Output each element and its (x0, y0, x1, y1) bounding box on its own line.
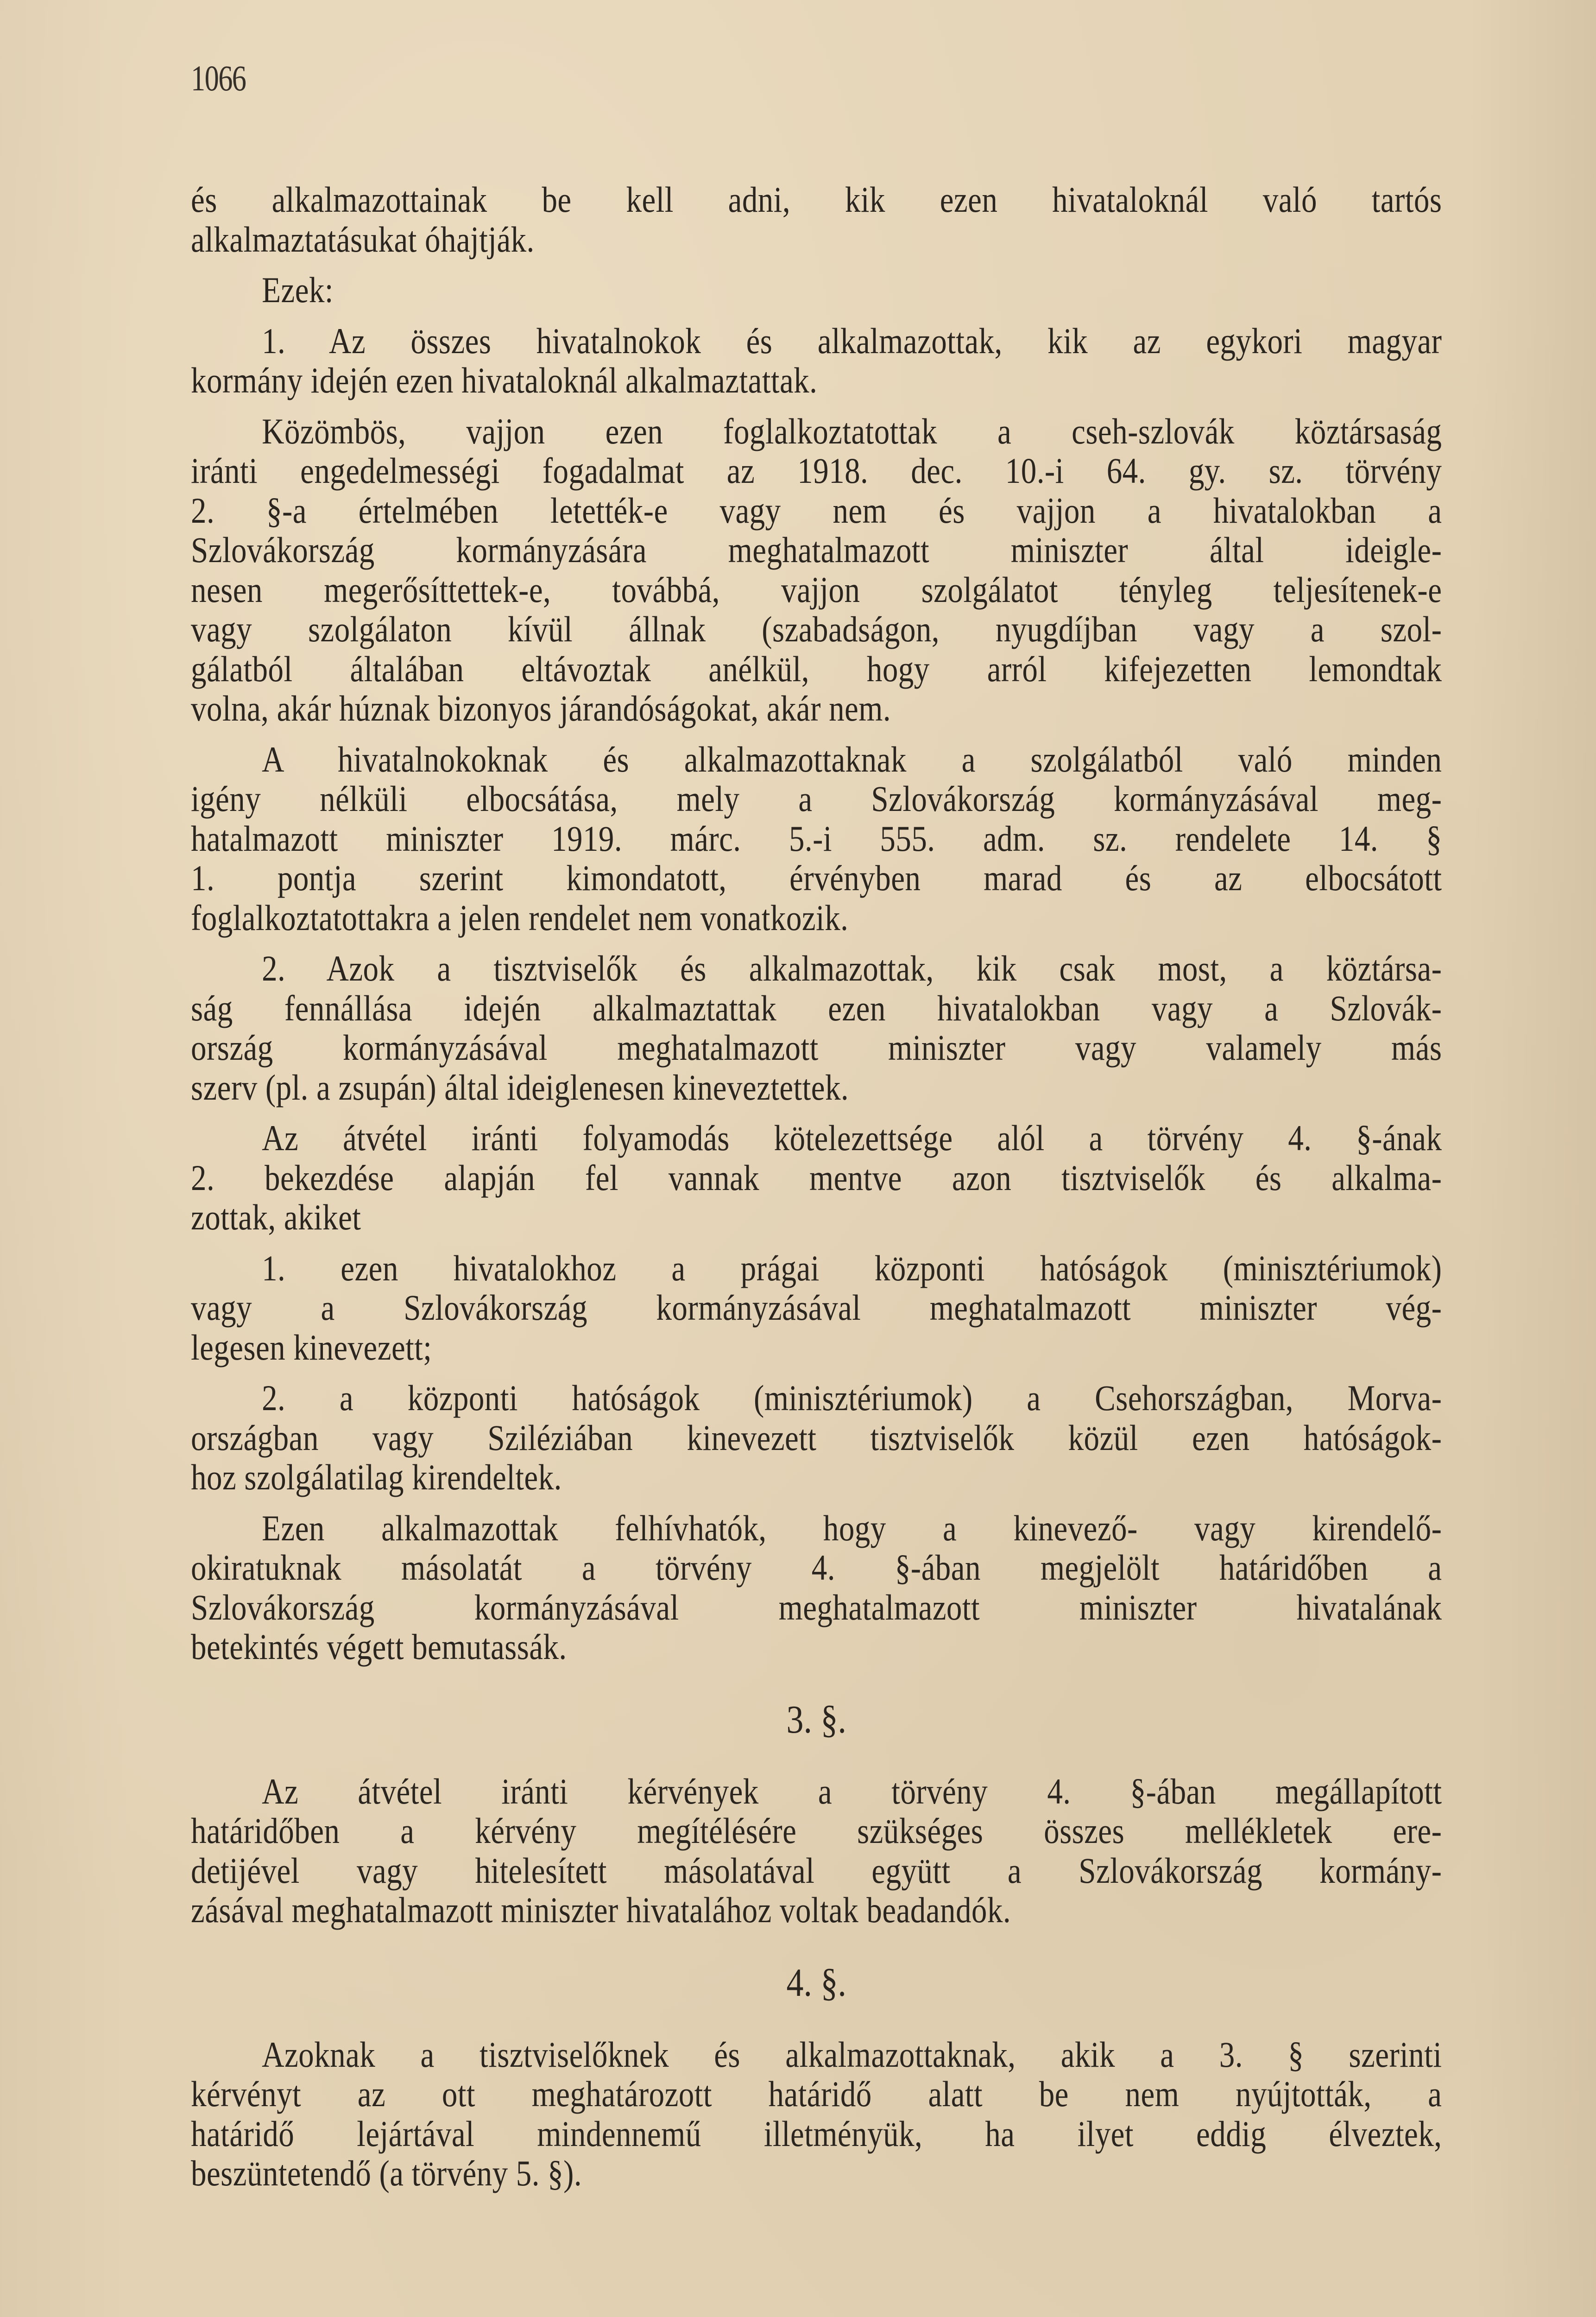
text-line: foglalkoztatottakra a jelen rendelet nem vonatkozik. (191, 897, 849, 938)
section-heading-3: 3. §. (786, 1697, 846, 1741)
text-line: A hivatalnokoknak és alkalmazottaknak a szolgálatból való minden (262, 739, 1442, 779)
text-line: vagy a Szlovákország kormányzásával meghatalmazott miniszter vég- (191, 1287, 1442, 1328)
section-4-paragraph (191, 2035, 1442, 2193)
paragraph (191, 1118, 1442, 1237)
text-line: és alkalmazottainak be kell adni, kik ezen hivataloknál való tartós (191, 179, 1442, 220)
text-line: zottak, akiket (191, 1197, 361, 1237)
text-line: Szlovákország kormányzására meghatalmazott miniszter által ideigle- (191, 530, 1442, 570)
text-line: Az átvétel iránti kérvények a törvény 4. §-ában megállapított (262, 1771, 1442, 1811)
text-line: 1. pontja szerint kimondatott, érvényben marad és az elbocsátott (191, 858, 1442, 898)
text-line: Közömbös, vajjon ezen foglalkoztatottak a cseh-szlovák köztársaság (262, 411, 1442, 451)
text-line: zásával meghatalmazott miniszter hivatalához voltak beadandók. (191, 1890, 1011, 1930)
text-line: iránti engedelmességi fogadalmat az 1918. dec. 10.-i 64. gy. sz. törvény (191, 450, 1442, 491)
text-line: alkalmaztatásukat óhajtják. (191, 219, 535, 260)
page-number: 1066 (191, 58, 246, 98)
text-line: ság fennállása idején alkalmaztattak ezen hivatalokban vagy a Szlovák- (191, 988, 1442, 1028)
text-line: volna, akár húznak bizonyos járandóságokat, akár nem. (191, 688, 891, 728)
paragraph (191, 949, 1442, 1107)
text-line: gálatból általában eltávoztak anélkül, hogy arról kifejezetten lemondtak (191, 648, 1442, 689)
paragraph (191, 180, 1442, 259)
text-line: nesen megerősíttettek-e, továbbá, vajjon szolgálatot tényleg teljesítenek-e (191, 569, 1442, 610)
text-line: határidő lejártával mindennemű illetményük, ha ilyet eddig élveztek, (191, 2113, 1442, 2154)
text-line: kérvényt az ott meghatározott határidő alatt be nem nyújtották, a (191, 2074, 1442, 2114)
text-line: országban vagy Sziléziában kinevezett tisztviselők közül ezen hatóságok- (191, 1417, 1442, 1458)
text-line: Az átvétel iránti folyamodás kötelezettsége alól a törvény 4. §-ának (262, 1118, 1442, 1158)
text-line: 1. ezen hivatalokhoz a prágai központi hatóságok (minisztériumok) (262, 1247, 1442, 1288)
text-line: Ezen alkalmazottak felhívhatók, hogy a kinevező- vagy kirendelő- (262, 1507, 1442, 1548)
text-line: határidőben a kérvény megítélésére szükséges összes mellékletek ere- (191, 1811, 1442, 1851)
body-text (191, 180, 1442, 2193)
text-line: 2. §-a értelmében letették-e vagy nem és vajjon a hivatalokban a (191, 490, 1442, 531)
text-line: hatalmazott miniszter 1919. márc. 5.-i 555. adm. sz. rendelete 14. § (191, 818, 1442, 859)
section-3-paragraph (191, 1772, 1442, 1930)
document-page (191, 60, 1442, 2204)
text-line: szerv (pl. a zsupán) által ideiglenesen kineveztettek. (191, 1067, 849, 1108)
paragraph (191, 270, 1442, 310)
text-line: Azoknak a tisztviselőknek és alkalmazottaknak, akik a 3. § szerinti (262, 2034, 1442, 2075)
paragraph (191, 321, 1442, 400)
text-line: igény nélküli elbocsátása, mely a Szlovákország kormányzásával meg- (191, 779, 1442, 819)
paragraph (191, 1248, 1442, 1367)
paragraph (191, 1508, 1442, 1667)
text-line: 1. Az összes hivatalnokok és alkalmazottak, kik az egykori magyar (262, 320, 1442, 361)
text-line: kormány idején ezen hivataloknál alkalmaztattak. (191, 360, 818, 400)
text-line: okiratuknak másolatát a törvény 4. §-ában megjelölt határidőben a (191, 1547, 1442, 1588)
text-line: Szlovákország kormányzásával meghatalmazott miniszter hivatalának (191, 1587, 1442, 1627)
text-line: beszüntetendő (a törvény 5. §). (191, 2153, 582, 2193)
paragraph (191, 1378, 1442, 1497)
text-line: detijével vagy hitelesített másolatával együtt a Szlovákország kormány- (191, 1850, 1442, 1891)
section-heading-4: 4. §. (786, 1960, 846, 2005)
text-line: Ezek: (262, 270, 334, 310)
text-line: betekintés végett bemutassák. (191, 1627, 567, 1667)
paragraph (191, 740, 1442, 938)
text-line: 2. Azok a tisztviselők és alkalmazottak, kik csak most, a köztársa- (262, 948, 1442, 988)
text-line: hoz szolgálatilag kirendeltek. (191, 1457, 562, 1497)
text-line: vagy szolgálaton kívül állnak (szabadságon, nyugdíjban vagy a szol- (191, 609, 1442, 649)
text-line: 2. a központi hatóságok (minisztériumok) a Csehországban, Morva- (262, 1378, 1442, 1418)
paragraph (191, 411, 1442, 728)
text-line: ország kormányzásával meghatalmazott miniszter vagy valamely más (191, 1027, 1442, 1068)
text-line: legesen kinevezett; (191, 1327, 432, 1367)
text-line: 2. bekezdése alapján fel vannak mentve azon tisztviselők és alkalma- (191, 1157, 1442, 1198)
